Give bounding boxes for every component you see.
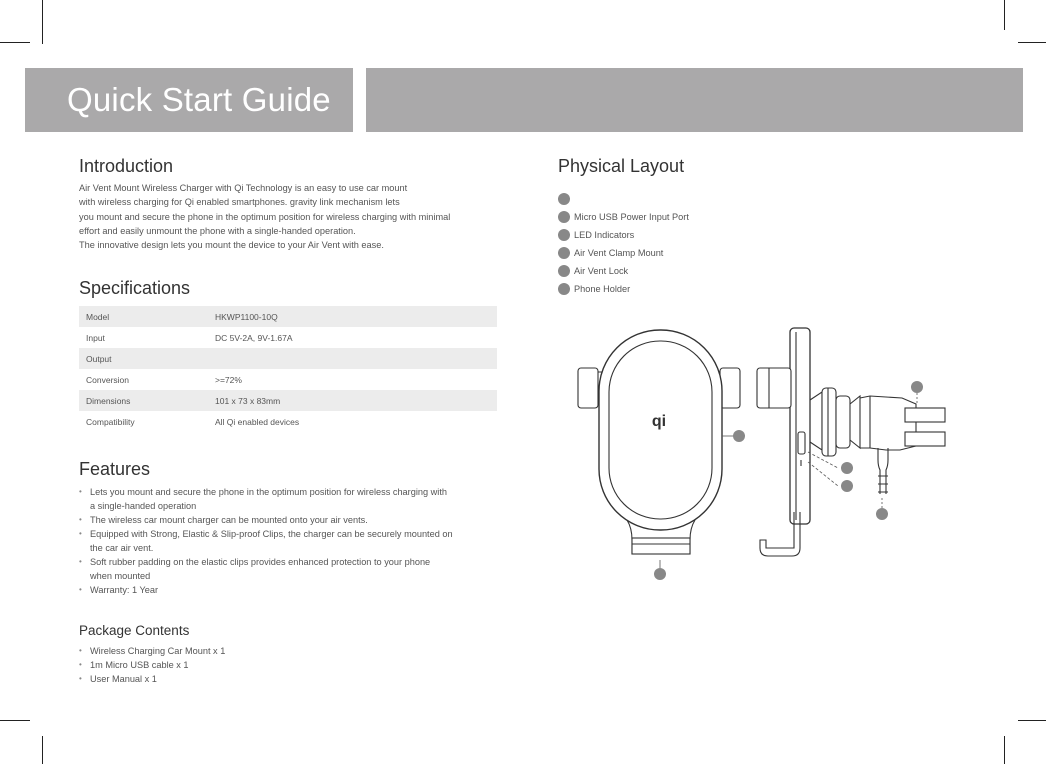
page-title: Quick Start Guide <box>67 81 331 118</box>
spec-value: DC 5V-2A, 9V-1.67A <box>215 333 293 343</box>
package-heading: Package Contents <box>79 623 190 638</box>
legend-label: Air Vent Lock <box>574 266 629 276</box>
features-heading: Features <box>79 459 151 479</box>
spec-value: HKWP1100-10Q <box>215 312 278 322</box>
callout-dot-icon <box>841 462 853 474</box>
spec-key: Dimensions <box>86 396 131 406</box>
callout-dot-icon <box>654 568 666 580</box>
intro-line: The innovative design lets you mount the device to your Air Vent with ease. <box>79 240 384 251</box>
vent-lock-icon <box>878 448 888 494</box>
intro-line: with wireless charging for Qi enabled smartphones. gravity link mechanism lets <box>79 197 400 208</box>
spec-key: Output <box>86 354 112 364</box>
feature-line: • Lets you mount and secure the phone in the optimum position for wireless charging with <box>90 487 447 497</box>
specifications-heading: Specifications <box>79 278 191 298</box>
spec-value: 101 x 73 x 83mm <box>215 396 281 406</box>
list-item: • User Manual x 1 <box>79 672 379 686</box>
feature-line: • Equipped with Strong, Elastic & Slip-proof Clips, the charger can be securely mounted on <box>90 529 453 539</box>
feature-line: • Warranty: 1 Year <box>90 585 159 595</box>
feature-line: a single-handed operation <box>90 501 197 511</box>
callout-dot-icon <box>911 381 923 393</box>
callout-dot-icon <box>841 480 853 492</box>
intro-line: Air Vent Mount Wireless Charger with Qi Technology is an easy to use car mount <box>79 183 408 193</box>
feature-line: • Soft rubber padding on the elastic clips provides enhanced protection to your phone <box>90 557 431 567</box>
list-item: • Wireless Charging Car Mount x 1 <box>79 644 379 658</box>
introduction-heading: Introduction <box>79 156 174 176</box>
qi-logo-icon: qi <box>651 413 667 430</box>
callout-dot-icon <box>876 508 888 520</box>
callout-dot-icon <box>733 430 745 442</box>
spec-key: Model <box>86 312 110 322</box>
legend-label: Micro USB Power Input Port <box>574 212 689 222</box>
legend-label: Air Vent Clamp Mount <box>574 248 664 258</box>
list-item: • 1m Micro USB cable x 1 <box>79 658 379 672</box>
legend-label: LED Indicators <box>574 230 635 240</box>
intro-line: you mount and secure the phone in the optimum position for wireless charging with minimal <box>79 211 451 222</box>
legend-label: Phone Holder <box>574 284 631 294</box>
spec-value: All Qi enabled devices <box>215 417 300 427</box>
spec-key: Compatibility <box>86 417 135 427</box>
intro-line: effort and easily unmount the phone with a single-handed operation. <box>79 225 356 236</box>
spec-key: Input <box>86 333 105 343</box>
vent-clamp-icon <box>810 388 945 456</box>
spec-key: Conversion <box>86 375 129 385</box>
charger-front-outer <box>599 330 722 530</box>
physical-layout-heading: Physical Layout <box>558 156 685 176</box>
feature-line: the car air vent. <box>90 543 154 553</box>
spec-value: >=72% <box>215 375 242 385</box>
charger-side-icon <box>757 328 810 556</box>
feature-line: • The wireless car mount charger can be mounted onto your air vents. <box>90 515 368 525</box>
feature-line: when mounted <box>90 571 151 581</box>
